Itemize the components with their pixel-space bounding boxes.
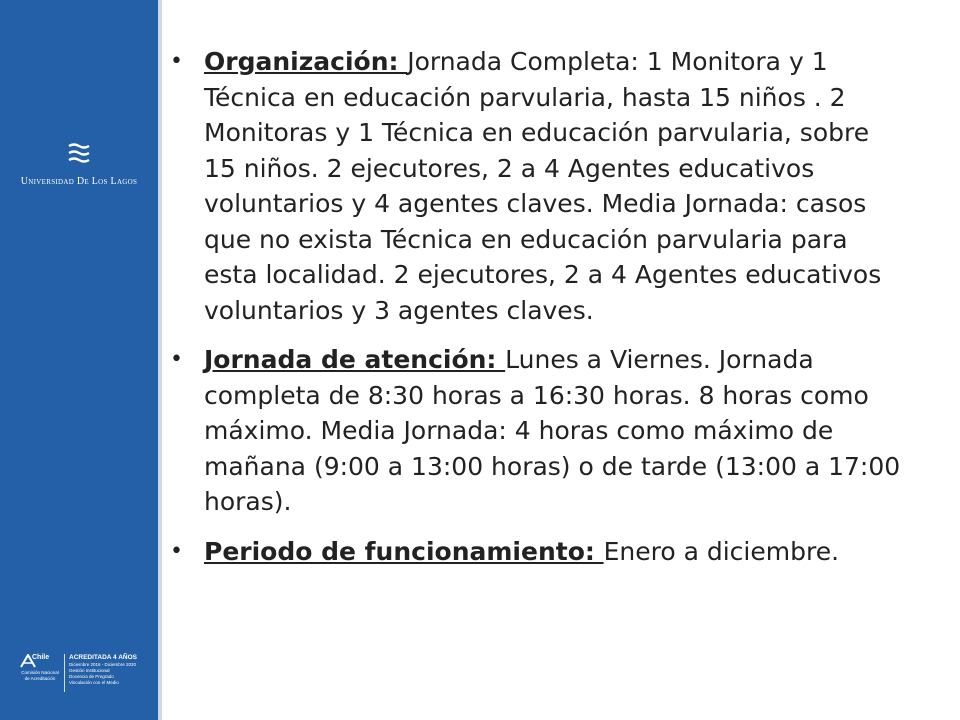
bullet-icon: • xyxy=(170,347,183,372)
accreditation-period: Diciembre 2016 - Diciembre 2020 xyxy=(69,662,137,667)
bullet-text: Enero a diciembre. xyxy=(603,536,840,566)
accreditation-agency: Comisión Nacional de Acreditación xyxy=(21,670,59,681)
accreditation-area: Vinculación con el Medio xyxy=(69,680,119,685)
sidebar xyxy=(0,0,158,720)
accreditation-brand: Chile xyxy=(32,654,50,661)
bullet-icon: • xyxy=(170,538,183,564)
accreditation-area: Gestión Institucional xyxy=(69,668,110,673)
bullet-icon: • xyxy=(170,49,183,74)
bullet-item-jornada xyxy=(168,342,908,520)
bullet-item-periodo xyxy=(168,534,908,570)
university-name: Universidad De Los Lagos xyxy=(20,176,138,187)
waves-icon xyxy=(59,140,99,170)
bullet-label: Jornada de atención: xyxy=(204,345,506,374)
bullet-label: Periodo de funcionamiento: xyxy=(204,536,604,566)
bullet-item-organizacion xyxy=(168,44,908,328)
accreditation-badge xyxy=(20,652,152,694)
slide-content xyxy=(168,44,908,583)
sidebar-edge xyxy=(158,0,162,720)
accreditation-info xyxy=(69,654,153,686)
bullet-list xyxy=(168,44,908,569)
university-logo xyxy=(0,140,158,187)
bullet-text: Jornada Completa: 1 Monitora y 1 Técnica en educación parvularia, hasta 15 niños . 2 Monitoras y 1 Técnica en educación parvularia, sobre 15 niños. 2 ejecutores, 2 a 4 Agentes educativos voluntarios y 4 agentes claves. Media Jornada: casos que no exista Técnica en educación parvularia para esta localidad. 2 ejecutores, 2 a 4 Agentes educativos voluntarios y 3 agentes claves. xyxy=(204,47,882,325)
bullet-text: Lunes a Viernes. Jornada completa de 8:30 horas a 16:30 horas. 8 horas como máximo. Media Jornada: 4 horas como máximo de mañana (9:00 a 13:00 horas) o de tarde (13:00 a 17:00 horas). xyxy=(204,345,901,516)
accreditation-area: Docencia de Pregrado xyxy=(69,674,114,679)
accreditation-title: ACREDITADA 4 AÑOS xyxy=(69,654,138,661)
accreditation-divider xyxy=(64,654,65,692)
bullet-label: Organización: xyxy=(204,47,408,76)
